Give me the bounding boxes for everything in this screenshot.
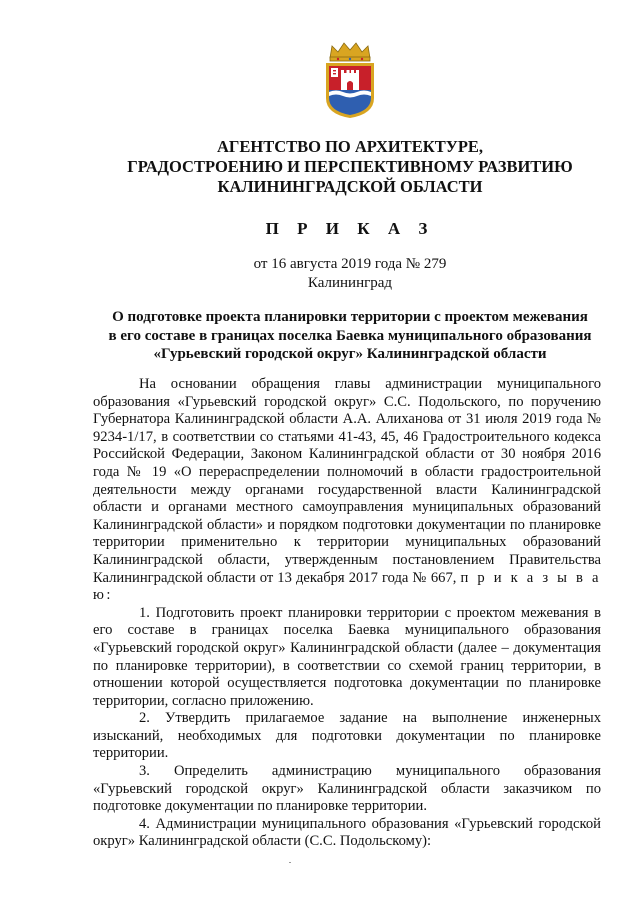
agency-line: ГРАДОСТРОЕНИЮ И ПЕРСПЕКТИВНОМУ РАЗВИТИЮ — [127, 157, 573, 176]
kaliningrad-coat-of-arms-icon — [322, 40, 378, 120]
order-item-3: 3. Определить администрацию муниципального образования «Гурьевский городской округ» Калининградской области заказчиком по подготовке документации по планировке территории. — [93, 763, 601, 815]
document-city: Калининград — [307, 275, 393, 291]
subject-line: О подготовке проекта планировки территории с проектом межевания — [112, 309, 588, 325]
order-item-2: 2. Утвердить прилагаемое задание на выполнение инженерных изысканий, необходимых для подготовки документации по планировке территории. — [93, 710, 601, 762]
agency-name — [60, 137, 640, 197]
document-date-block — [60, 255, 640, 293]
order-item-4: 4. Администрации муниципального образования «Гурьевский городской округ» Калининградской области (С.С. Подольскому): — [93, 815, 601, 850]
document-type-title: П Р И К А З — [265, 219, 435, 238]
subject-line: «Гурьевский городской округ» Калининградской области — [153, 346, 547, 362]
document-body — [93, 376, 601, 851]
document-subject — [60, 308, 640, 364]
preamble-paragraph — [93, 376, 601, 605]
agency-line: АГЕНТСТВО ПО АРХИТЕКТУРЕ, — [216, 137, 484, 156]
command-word: п р и к а з ы в а ю: — [93, 569, 601, 604]
page-speck — [289, 862, 291, 863]
document-date-number: от 16 августа 2019 года № 279 — [253, 256, 447, 272]
agency-line: КАЛИНИНГРАДСКОЙ ОБЛАСТИ — [217, 177, 483, 196]
preamble-text: На основании обращения главы администрации муниципального образования «Гурьевский городской округ» С.С. Подольского, по поручению Губернатора Калининградской области А.А. Алиханова от 31 июля 2019 года № 9234-1/17, в соответствии со статьями 41-43, 45, 46 Градостроительного кодекса Российской Федерации, Законом Калининградской области от 30 ноября 2016 года № 19 «О перераспределении полномочий в области градостроительной деятельности между органами государственной власти Калининградской области и органами местного самоуправления муниципальных образований Калининградской области» и порядком подготовки документации по планировке территории применительно к территории муниципальных образований Калининградской области, утвержденным постановлением Правительства Калининградской области от 13 декабря 2017 года № 667, — [93, 376, 601, 586]
order-item-1: 1. Подготовить проект планировки территории с проектом межевания в его составе в границах поселка Баевка муниципального образования «Гурьевский городской округ» Калининградской области (далее – документация по планировке территории), в соответствии со схемой границ территории, в отношении которой осуществляется подготовка документации по планировке территории, согласно приложению. — [93, 604, 601, 709]
subject-line: в его составе в границах поселка Баевка муниципального образования — [108, 327, 592, 344]
